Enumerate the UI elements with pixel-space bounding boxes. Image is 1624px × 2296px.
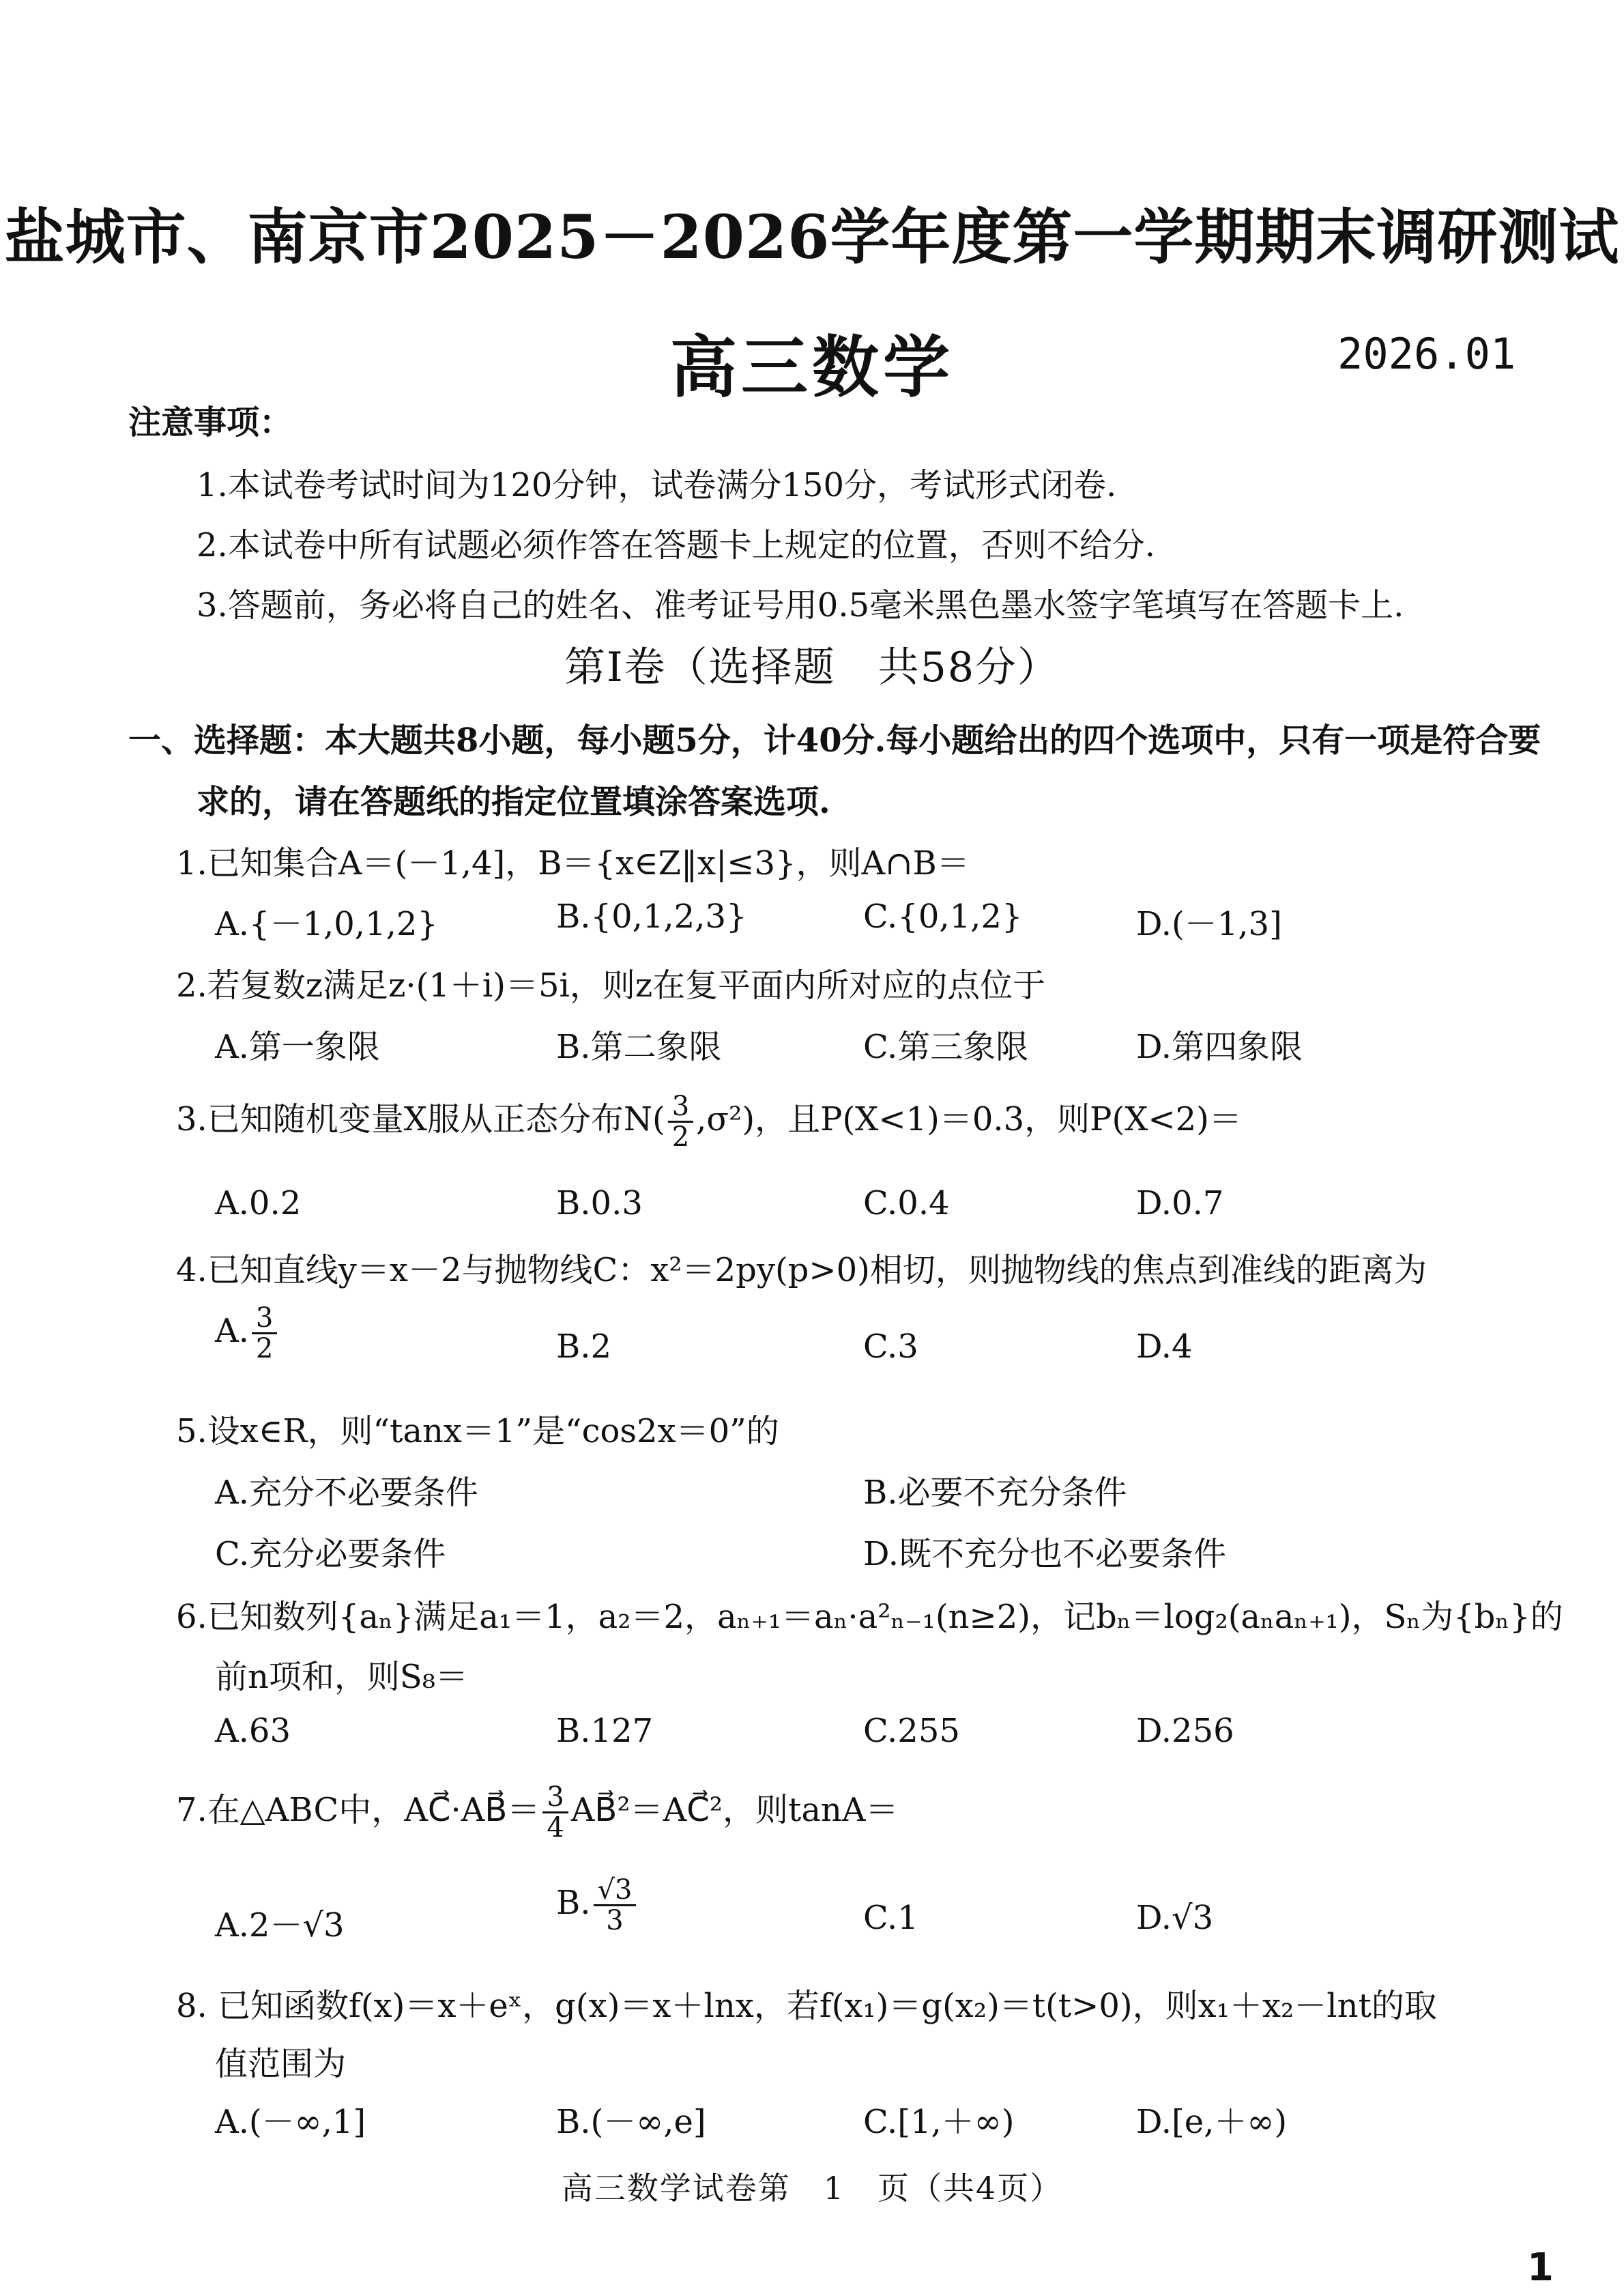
option-label: B. (556, 1884, 591, 1922)
question-7-stem-post: AB⃗²＝AC⃗²，则tanA＝ (570, 1791, 899, 1829)
subject-title: 高三数学 (669, 328, 954, 407)
question-6-option-a: A.63 (215, 1712, 291, 1750)
question-8-stem: 8. 已知函数f(x)＝x＋eˣ，g(x)＝x＋lnx，若f(x₁)＝g(x₂)＝t(t>0)，则x₁＋x₂－lnt的取 (176, 1987, 1437, 2025)
question-6-stem-cont: 前n项和，则S₈＝ (215, 1658, 469, 1696)
part-instruction: 求的，请在答题纸的指定位置填涂答案选项. (197, 783, 830, 821)
note-item: 2.本试卷中所有试题必须作答在答题卡上规定的位置，否则不给分. (197, 526, 1156, 564)
question-8-option-a: A.(－∞,1] (215, 2103, 366, 2141)
question-7-option-b (556, 1876, 639, 1935)
option-label: A. (215, 1312, 249, 1350)
section-heading: 第Ⅰ卷（选择题 共58分） (564, 644, 1060, 691)
fraction-numerator: 3 (542, 1783, 568, 1813)
question-5-option-c: C.充分必要条件 (215, 1535, 446, 1573)
exam-title: 盐城市、南京市2025－2026学年度第一学期期末调研测试 (4, 201, 1620, 272)
question-4-option-d: D.4 (1136, 1328, 1193, 1366)
question-2-option-d: D.第四象限 (1136, 1028, 1303, 1066)
fraction (252, 1304, 277, 1363)
question-4-option-c: C.3 (863, 1328, 918, 1366)
fraction (542, 1783, 568, 1842)
fraction-numerator: 3 (668, 1092, 693, 1123)
question-6-option-c: C.255 (863, 1712, 960, 1750)
question-1-option-c: C.{0,1,2} (863, 898, 1023, 936)
question-3-option-a: A.0.2 (215, 1184, 302, 1222)
question-6-option-d: D.256 (1136, 1712, 1234, 1750)
exam-date: 2026.01 (1337, 329, 1516, 379)
question-5-option-a: A.充分不必要条件 (215, 1474, 478, 1512)
question-2-option-c: C.第三象限 (863, 1028, 1029, 1066)
question-1-option-a: A.{－1,0,1,2} (215, 905, 438, 943)
question-7-stem (176, 1783, 899, 1842)
question-2-option-b: B.第二象限 (556, 1028, 722, 1066)
question-8-option-d: D.[e,＋∞) (1136, 2103, 1288, 2141)
question-2-stem: 2.若复数z满足z·(1＋i)＝5i，则z在复平面内所对应的点位于 (176, 966, 1046, 1005)
question-1-option-b: B.{0,1,2,3} (556, 898, 747, 936)
question-3-stem (176, 1092, 1242, 1151)
page-footer: 高三数学试卷第 1 页（共4页） (561, 2170, 1063, 2207)
part-instruction: 一、选择题：本大题共8小题，每小题5分，计40分.每小题给出的四个选项中，只有一项是符合要 (128, 721, 1541, 760)
question-7-option-a: A.2－√3 (215, 1906, 345, 1945)
question-3-option-b: B.0.3 (556, 1184, 643, 1222)
note-item: 1.本试卷考试时间为120分钟，试卷满分150分，考试形式闭卷. (197, 466, 1117, 504)
question-5-option-d: D.既不充分也不必要条件 (863, 1535, 1227, 1573)
fraction-numerator: 3 (252, 1304, 277, 1334)
page-number: 1 (1527, 2245, 1554, 2290)
fraction-denominator: 2 (255, 1333, 274, 1364)
notes-heading: 注意事项： (128, 403, 293, 442)
question-4-option-b: B.2 (556, 1328, 612, 1366)
fraction-denominator: 3 (606, 1905, 624, 1936)
question-7-stem-pre: 7.在△ABC中，AC⃗·AB⃗＝ (176, 1791, 540, 1829)
fraction-denominator: 4 (547, 1812, 564, 1843)
question-3-stem-pre: 3.已知随机变量X服从正态分布N( (176, 1100, 665, 1138)
fraction-denominator: 2 (671, 1121, 690, 1153)
fraction-numerator: √3 (594, 1876, 637, 1906)
question-3-stem-post: ,σ²)，且P(X<1)＝0.3，则P(X<2)＝ (696, 1100, 1242, 1138)
question-7-option-d: D.√3 (1136, 1899, 1214, 1937)
question-5-stem: 5.设x∈R，则“tanx＝1”是“cos2x＝0”的 (176, 1412, 779, 1450)
question-8-option-b: B.(－∞,e] (556, 2103, 706, 2141)
question-7-option-c: C.1 (863, 1899, 918, 1937)
question-8-stem-cont: 值范围为 (215, 2045, 347, 2083)
question-2-option-a: A.第一象限 (215, 1028, 380, 1066)
question-3-option-c: C.0.4 (863, 1184, 950, 1222)
note-item: 3.答题前，务必将自己的姓名、准考证号用0.5毫米黑色墨水签字笔填写在答题卡上. (197, 586, 1404, 625)
question-6-stem: 6.已知数列{aₙ}满足a₁＝1，a₂＝2，aₙ₊₁＝aₙ·a²ₙ₋₁(n≥2)，记bₙ＝log₂(aₙaₙ₊₁)，Sₙ为{bₙ}的 (176, 1598, 1563, 1636)
fraction (668, 1092, 693, 1151)
fraction (594, 1876, 637, 1935)
question-6-option-b: B.127 (556, 1712, 654, 1750)
question-1-option-d: D.(－1,3] (1136, 905, 1282, 943)
question-8-option-c: C.[1,＋∞) (863, 2103, 1015, 2141)
question-5-option-b: B.必要不充分条件 (863, 1474, 1127, 1512)
question-1-stem: 1.已知集合A＝(－1,4]，B＝{x∈Z‖x|≤3}，则A∩B＝ (176, 844, 970, 882)
question-4-stem: 4.已知直线y＝x－2与抛物线C：x²＝2py(p>0)相切，则抛物线的焦点到准线的距离为 (176, 1251, 1427, 1289)
question-4-option-a (215, 1304, 280, 1363)
question-3-option-d: D.0.7 (1136, 1184, 1224, 1222)
